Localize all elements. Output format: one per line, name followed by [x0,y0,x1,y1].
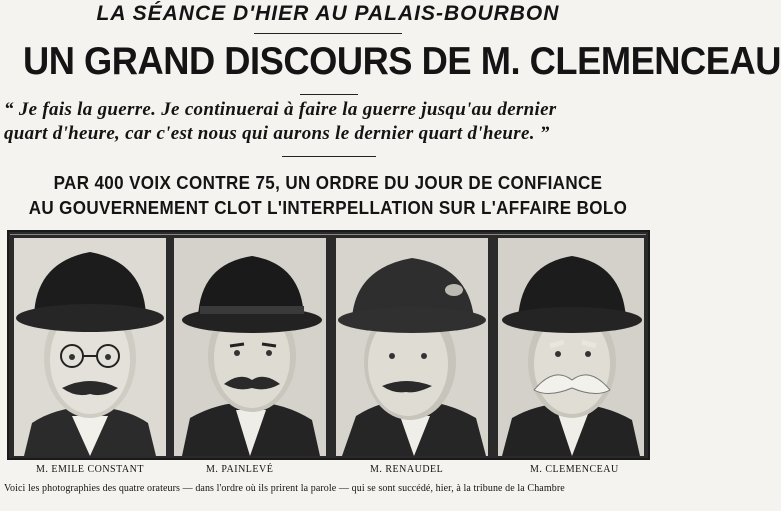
quote-line-1: “ Je fais la guerre. Je continuerai à faire la guerre jusqu'au dernier [4,99,557,120]
quote-line-2: quart d'heure, car c'est nous qui aurons le dernier quart d'heure. ” [4,123,550,144]
caption-emile-constant: M. EMILE CONSTANT [36,464,144,475]
portrait-emile-constant [14,238,166,456]
caption-renaudel: M. RENAUDEL [370,464,444,475]
caption-clemenceau: M. CLEMENCEAU [530,464,619,475]
quote-bottom-rule [282,156,376,157]
quote [4,98,654,146]
photo-footnote: Voici les photographies des quatre orateurs — dans l'ordre où ils prirent la parole — qui se sont succédé, hier, à la tribune de la Chambre [4,483,565,494]
headline: UN GRAND DISCOURS DE M. CLEMENCEAU [22,40,781,83]
photo-frame-rule [10,234,646,235]
kicker: LA SÉANCE D'HIER AU PALAIS-BOURBON [96,2,560,25]
portrait-painleve [174,238,326,456]
subhead [26,170,630,220]
portrait-renaudel [336,238,488,456]
subhead-line-2: AU GOUVERNEMENT CLOT L'INTERPELLATION SUR L'AFFAIRE BOLO [28,197,628,218]
subhead-line-1: PAR 400 VOIX CONTRE 75, UN ORDRE DU JOUR DE CONFIANCE [53,172,603,193]
kicker-underline [254,33,402,34]
caption-painleve: M. PAINLEVÉ [206,464,274,475]
portrait-clemenceau [498,238,644,456]
quote-top-rule [300,94,358,95]
